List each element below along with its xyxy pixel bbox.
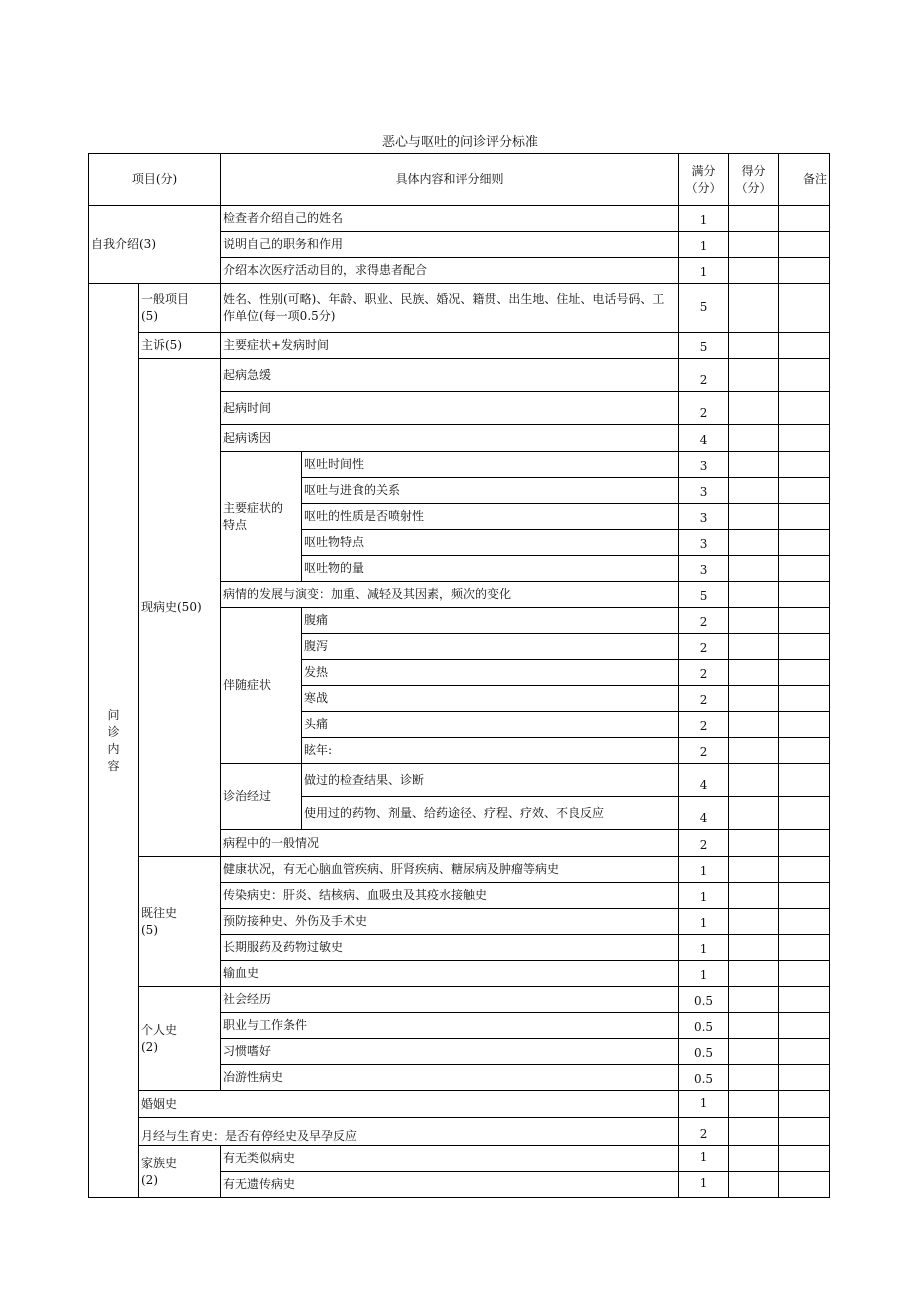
criterion-text: 头痛 [302,712,679,738]
table-row [89,857,830,883]
remark-cell[interactable] [779,530,830,556]
criterion-text: 腹痛 [302,608,679,634]
header-score: 得分 （分） [729,154,779,206]
remark-cell[interactable] [779,764,830,797]
score-cell[interactable] [729,1091,779,1118]
remark-cell[interactable] [779,452,830,478]
full-score: 1 [679,206,729,232]
full-score: 2 [679,1118,729,1146]
full-score: 5 [679,333,729,359]
remark-cell[interactable] [779,857,830,883]
table-row [89,1146,830,1172]
full-score: 0.5 [679,1065,729,1091]
full-score: 2 [679,686,729,712]
section-marriage-history: 婚姻史 [139,1091,679,1118]
full-score: 3 [679,530,729,556]
remark-cell[interactable] [779,478,830,504]
remark-cell[interactable] [779,961,830,987]
full-score: 1 [679,935,729,961]
section-chief-complaint: 主诉(5) [139,333,221,359]
full-score: 5 [679,582,729,608]
full-score: 3 [679,556,729,582]
section-treatment-history: 诊治经过 [221,764,302,830]
remark-cell[interactable] [779,258,830,284]
criterion-text: 传染病史：肝炎、结核病、血吸虫及其疫水接触史 [221,883,679,909]
score-cell[interactable] [729,359,779,392]
remark-cell[interactable] [779,582,830,608]
score-cell[interactable] [729,452,779,478]
remark-cell[interactable] [779,608,830,634]
score-cell[interactable] [729,961,779,987]
header-row [89,154,830,206]
criterion-text: 呕吐与进食的关系 [302,478,679,504]
remark-cell[interactable] [779,830,830,857]
full-score: 2 [679,608,729,634]
score-cell[interactable] [729,1039,779,1065]
score-cell[interactable] [729,392,779,425]
criterion-text: 习惯嗜好 [221,1039,679,1065]
table-row [89,1118,830,1146]
criterion-text: 有无类似病史 [221,1146,679,1172]
table-row [89,333,830,359]
score-cell[interactable] [729,712,779,738]
full-score: 4 [679,764,729,797]
criterion-text: 呕吐的性质是否喷射性 [302,504,679,530]
score-cell[interactable] [729,1118,779,1146]
full-score: 1 [679,1146,729,1172]
score-cell[interactable] [729,232,779,258]
criterion-text: 病程中的一般情况 [221,830,679,857]
remark-cell[interactable] [779,1065,830,1091]
full-score: 4 [679,797,729,830]
remark-cell[interactable] [779,634,830,660]
criterion-text: 职业与工作条件 [221,1013,679,1039]
score-cell[interactable] [729,504,779,530]
score-cell[interactable] [729,206,779,232]
full-score: 3 [679,504,729,530]
criterion-text: 主要症状+发病时间 [221,333,679,359]
criterion-text: 病情的发展与演变：加重、减轻及其因素，频次的变化 [221,582,679,608]
header-remark: 备注 [779,154,830,206]
full-score: 5 [679,284,729,333]
remark-cell[interactable] [779,1091,830,1118]
score-cell[interactable] [729,608,779,634]
full-score: 1 [679,1091,729,1118]
criterion-text: 腹泻 [302,634,679,660]
document-title: 恶心与呕吐的问诊评分标准 [381,135,538,150]
table-row [89,1091,830,1118]
remark-cell[interactable] [779,392,830,425]
score-cell[interactable] [729,883,779,909]
criterion-text: 姓名、性别(可略)、年龄、职业、民族、婚况、籍贯、出生地、住址、电话号码、工作单位(每一项0.5分) [221,284,679,333]
criterion-text: 长期服药及药物过敏史 [221,935,679,961]
remark-cell[interactable] [779,797,830,830]
remark-cell[interactable] [779,686,830,712]
remark-cell[interactable] [779,909,830,935]
score-cell[interactable] [729,935,779,961]
remark-cell[interactable] [779,333,830,359]
full-score: 3 [679,478,729,504]
criterion-text: 呕吐时间性 [302,452,679,478]
score-cell[interactable] [729,857,779,883]
criterion-text: 呕吐物特点 [302,530,679,556]
header-full-score: 满分 （分） [679,154,729,206]
criterion-text: 使用过的药物、剂量、给药途径、疗程、疗效、不良反应 [302,797,679,830]
table-row [89,359,830,392]
score-cell[interactable] [729,1172,779,1198]
full-score: 2 [679,712,729,738]
criterion-text: 输血史 [221,961,679,987]
full-score: 1 [679,258,729,284]
full-score: 1 [679,883,729,909]
section-accompanying-symptoms: 伴随症状 [221,608,302,764]
criterion-text: 发热 [302,660,679,686]
score-cell[interactable] [729,987,779,1013]
full-score: 1 [679,961,729,987]
score-cell[interactable] [729,530,779,556]
full-score: 1 [679,909,729,935]
section-inquiry-content: 问 诊 内 容 [89,284,139,1198]
remark-cell[interactable] [779,556,830,582]
full-score: 0.5 [679,1039,729,1065]
criterion-text: 检查者介绍自己的姓名 [221,206,679,232]
remark-cell[interactable] [779,883,830,909]
full-score: 2 [679,660,729,686]
criterion-text: 有无遗传病史 [221,1172,679,1198]
remark-cell[interactable] [779,1172,830,1198]
remark-cell[interactable] [779,425,830,452]
score-cell[interactable] [729,284,779,333]
scoring-table [88,153,830,1198]
criterion-text: 冶游性病史 [221,1065,679,1091]
score-cell[interactable] [729,333,779,359]
full-score: 2 [679,359,729,392]
criterion-text: 起病急缓 [221,359,679,392]
full-score: 1 [679,1172,729,1198]
table-row [89,206,830,232]
criterion-text: 预防接种史、外伤及手术史 [221,909,679,935]
score-cell[interactable] [729,556,779,582]
criterion-text: 社会经历 [221,987,679,1013]
full-score: 1 [679,857,729,883]
criterion-text: 眩年: [302,738,679,764]
full-score: 4 [679,425,729,452]
remark-cell[interactable] [779,1013,830,1039]
full-score: 1 [679,232,729,258]
score-cell[interactable] [729,478,779,504]
remark-cell[interactable] [779,660,830,686]
criterion-text: 起病诱因 [221,425,679,452]
criterion-text: 健康状况，有无心脑血管疾病、肝肾疾病、糖尿病及肿瘤等病史 [221,857,679,883]
section-general-items: 一般项目 (5) [139,284,221,333]
full-score: 2 [679,634,729,660]
criterion-text: 起病时间 [221,392,679,425]
remark-cell[interactable] [779,1146,830,1172]
section-past-history: 既往史 (5) [139,857,221,987]
remark-cell[interactable] [779,738,830,764]
remark-cell[interactable] [779,935,830,961]
section-personal-history: 个人史 (2) [139,987,221,1091]
full-score: 0.5 [679,987,729,1013]
score-cell[interactable] [729,634,779,660]
section-self-intro: 自我介绍(3) [89,206,221,284]
criterion-text: 说明自己的职务和作用 [221,232,679,258]
section-present-illness: 现病史(50) [139,359,221,857]
full-score: 3 [679,452,729,478]
score-cell[interactable] [729,1013,779,1039]
criterion-text: 寒战 [302,686,679,712]
full-score: 2 [679,392,729,425]
score-cell[interactable] [729,909,779,935]
score-cell[interactable] [729,797,779,830]
score-cell[interactable] [729,1146,779,1172]
score-cell[interactable] [729,830,779,857]
header-item: 项目(分) [89,154,221,206]
score-cell[interactable] [729,660,779,686]
remark-cell[interactable] [779,206,830,232]
criterion-text: 呕吐物的量 [302,556,679,582]
section-menstrual-history: 月经与生育史：是否有停经史及早孕反应 [139,1118,679,1146]
full-score: 2 [679,738,729,764]
criterion-text: 介绍本次医疗活动目的，求得患者配合 [221,258,679,284]
table-row [89,987,830,1013]
remark-cell[interactable] [779,1118,830,1146]
header-content: 具体内容和评分细则 [221,154,679,206]
score-cell[interactable] [729,258,779,284]
remark-cell[interactable] [779,1039,830,1065]
score-cell[interactable] [729,1065,779,1091]
score-cell[interactable] [729,764,779,797]
remark-cell[interactable] [779,359,830,392]
score-cell[interactable] [729,582,779,608]
section-family-history: 家族史 (2) [139,1146,221,1198]
remark-cell[interactable] [779,712,830,738]
remark-cell[interactable] [779,987,830,1013]
table-row [89,284,830,333]
full-score: 0.5 [679,1013,729,1039]
section-main-symptom-features: 主要症状的 特点 [221,452,302,582]
score-cell[interactable] [729,425,779,452]
score-cell[interactable] [729,686,779,712]
full-score: 2 [679,830,729,857]
remark-cell[interactable] [779,504,830,530]
score-cell[interactable] [729,738,779,764]
remark-cell[interactable] [779,232,830,258]
criterion-text: 做过的检查结果、诊断 [302,764,679,797]
remark-cell[interactable] [779,284,830,333]
